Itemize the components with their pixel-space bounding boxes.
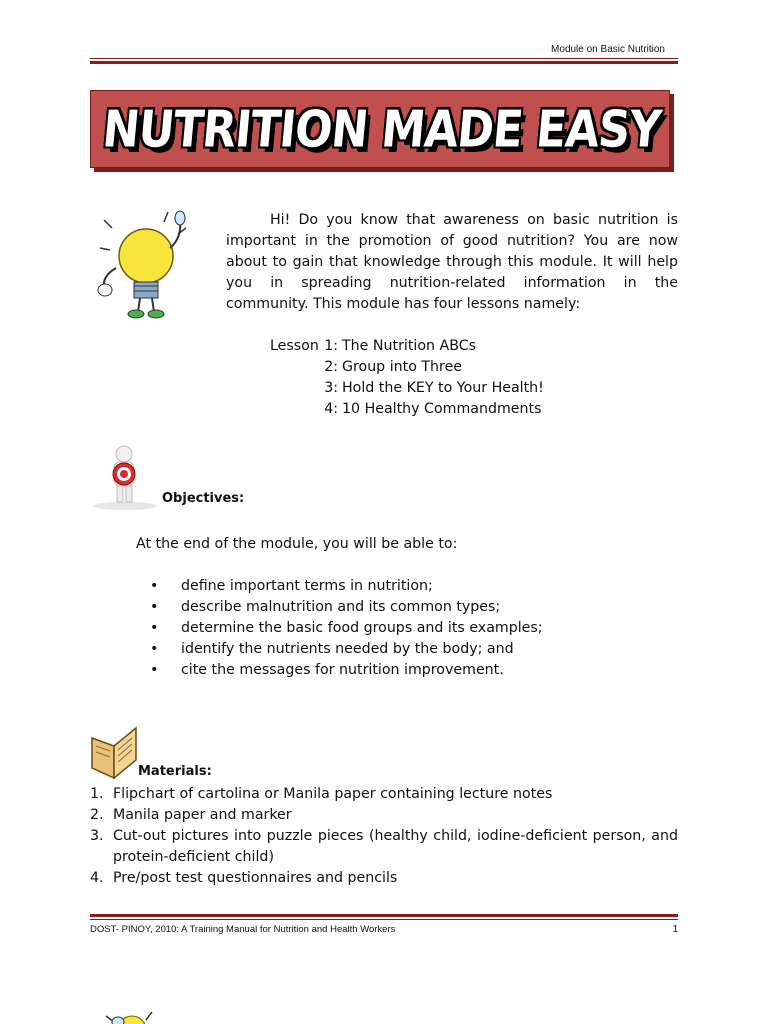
list-number: 2. <box>90 807 104 823</box>
lesson-item <box>270 378 690 399</box>
list-item: • define important terms in nutrition; <box>150 576 543 597</box>
list-item <box>90 784 678 805</box>
page-number: 1 <box>672 924 678 935</box>
list-text: Flipchart of cartolina or Manila paper containing lecture notes <box>113 786 553 802</box>
intro-greeting: Hi! <box>270 212 291 228</box>
intro-text: Do you know that awareness on basic nutrition is important in the promotion of good nutrition? You are now about to gain that knowledge through this module. It will help you in spreading nutrition-related information in the community. This module has four lessons namely: <box>226 212 678 312</box>
lesson-number: 2: <box>324 359 338 375</box>
materials-list <box>90 784 678 889</box>
header-rule <box>90 61 678 64</box>
list-item: • determine the basic food groups and its examples; <box>150 618 543 639</box>
objectives-intro: At the end of the module, you will be able to: <box>136 536 458 552</box>
list-item <box>90 868 678 889</box>
title-banner <box>90 90 670 168</box>
lesson-number: 4: <box>324 401 338 417</box>
list-item <box>90 805 678 826</box>
header-rule-top <box>90 58 678 59</box>
lesson-number: 3: <box>324 380 338 396</box>
list-item <box>90 826 678 868</box>
lesson-title: Hold the KEY to Your Health! <box>342 380 544 396</box>
lesson-item <box>270 336 690 357</box>
list-item: • identify the nutrients needed by the body; and <box>150 639 543 660</box>
target-figure-icon <box>90 444 160 510</box>
footer-rule-bottom <box>90 919 678 920</box>
lesson-title: Group into Three <box>342 359 463 375</box>
open-book-icon <box>88 720 140 780</box>
list-text: Pre/post test questionnaires and pencils <box>113 870 398 886</box>
running-header: Module on Basic Nutrition <box>551 44 665 55</box>
objectives-heading: Objectives: <box>162 491 245 506</box>
lightbulb-mascot-icon <box>96 208 196 320</box>
list-number: 4. <box>90 870 104 886</box>
lesson-number: 1: <box>324 338 338 354</box>
list-text: Manila paper and marker <box>113 807 292 823</box>
materials-heading: Materials: <box>138 764 212 779</box>
mascot-partial-icon <box>92 1004 162 1024</box>
intro-paragraph <box>226 210 678 315</box>
list-text: Cut-out pictures into puzzle pieces (healthy child, iodine-deficient person, and protein-deficient child) <box>113 828 678 865</box>
list-item: • describe malnutrition and its common types; <box>150 597 543 618</box>
lesson-title: 10 Healthy Commandments <box>342 401 542 417</box>
banner-title: NUTRITION MADE EASY <box>100 99 663 159</box>
lesson-title: The Nutrition ABCs <box>342 338 477 354</box>
lesson-item <box>270 357 690 378</box>
lesson-item <box>270 399 690 420</box>
footer-rule <box>90 914 678 917</box>
list-number: 3. <box>90 828 104 844</box>
list-item: • cite the messages for nutrition improvement. <box>150 660 543 681</box>
list-number: 1. <box>90 786 104 802</box>
objectives-list <box>150 576 543 681</box>
footer-citation: DOST- PINOY, 2010: A Training Manual for Nutrition and Health Workers <box>90 924 396 935</box>
lesson-label: Lesson <box>270 338 319 354</box>
